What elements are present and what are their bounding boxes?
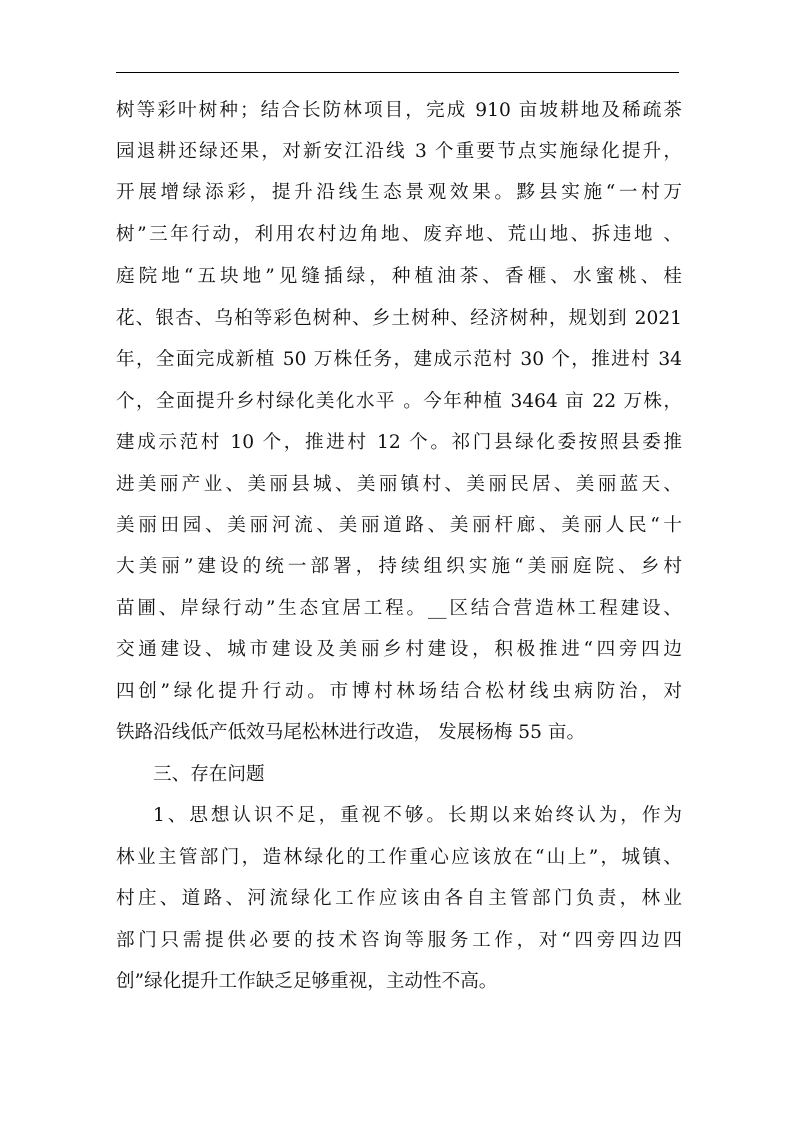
body-text-line: 花、银杏、乌桕等彩色树种、乡土树种、经济树种，规划到 2021 [116, 308, 682, 329]
body-text-line: 林业主管部门，造林绿化的工作重心应该放在“山上”，城镇、 [116, 847, 682, 868]
body-text-line: 建成示范村 10 个，推进村 12 个。祁门县绿化委按照县委推 [116, 432, 682, 453]
body-text-line: 部门只需提供必要的技术咨询等服务工作，对“四旁四边四 [116, 930, 682, 951]
body-text-line: 个，全面提升乡村绿化美化水平 。今年种植 3464 亩 22 万株， [116, 391, 682, 412]
body-text-line: 大美丽”建设的统一部署，持续组织实施“美丽庭院、乡村 [116, 556, 682, 577]
body-text-line: 美丽田园、美丽河流、美丽道路、美丽杆廊、美丽人民“十 [116, 515, 682, 536]
header-rule [116, 72, 679, 73]
body-text-line: 苗圃、岸绿行动”生态宜居工程。__区结合营造林工程建设、 [116, 598, 682, 619]
body-text-line: 树”三年行动，利用农村边角地、废弃地、荒山地、拆违地 、 [116, 224, 682, 245]
body-text-line: 创”绿化提升工作缺乏足够重视，主动性不高。 [116, 971, 498, 992]
body-text-line: 开展增绿添彩，提升沿线生态景观效果。黟县实施“一村万 [116, 182, 682, 203]
body-text-line: 庭院地“五块地”见缝插绿，种植油茶、香榧、水蜜桃、桂 [116, 266, 682, 287]
section-heading: 三、存在问题 [153, 764, 265, 785]
body-text-line: 交通建设、城市建设及美丽乡村建设，积极推进“四旁四边 [116, 639, 682, 660]
body-text-line: 园退耕还绿还果，对新安江沿线 3 个重要节点实施绿化提升， [116, 141, 682, 162]
body-text-line: 1、思想认识不足，重视不够。长期以来始终认为，作为 [153, 805, 682, 826]
body-text-line: 村庄、道路、河流绿化工作应该由各自主管部门负责，林业 [116, 888, 682, 909]
body-text-line: 四创”绿化提升行动。市博村林场结合松材线虫病防治，对 [116, 681, 682, 702]
body-text-line: 进美丽产业、美丽县城、美丽镇村、美丽民居、美丽蓝天、 [116, 474, 682, 495]
body-text-line: 树等彩叶树种；结合长防林项目，完成 910 亩坡耕地及稀疏茶 [116, 100, 682, 121]
body-text-line: 年，全面完成新植 50 万株任务，建成示范村 30 个，推进村 34 [116, 349, 682, 370]
body-text-line: 铁路沿线低产低效马尾松林进行改造， 发展杨梅 55 亩。 [116, 722, 586, 743]
